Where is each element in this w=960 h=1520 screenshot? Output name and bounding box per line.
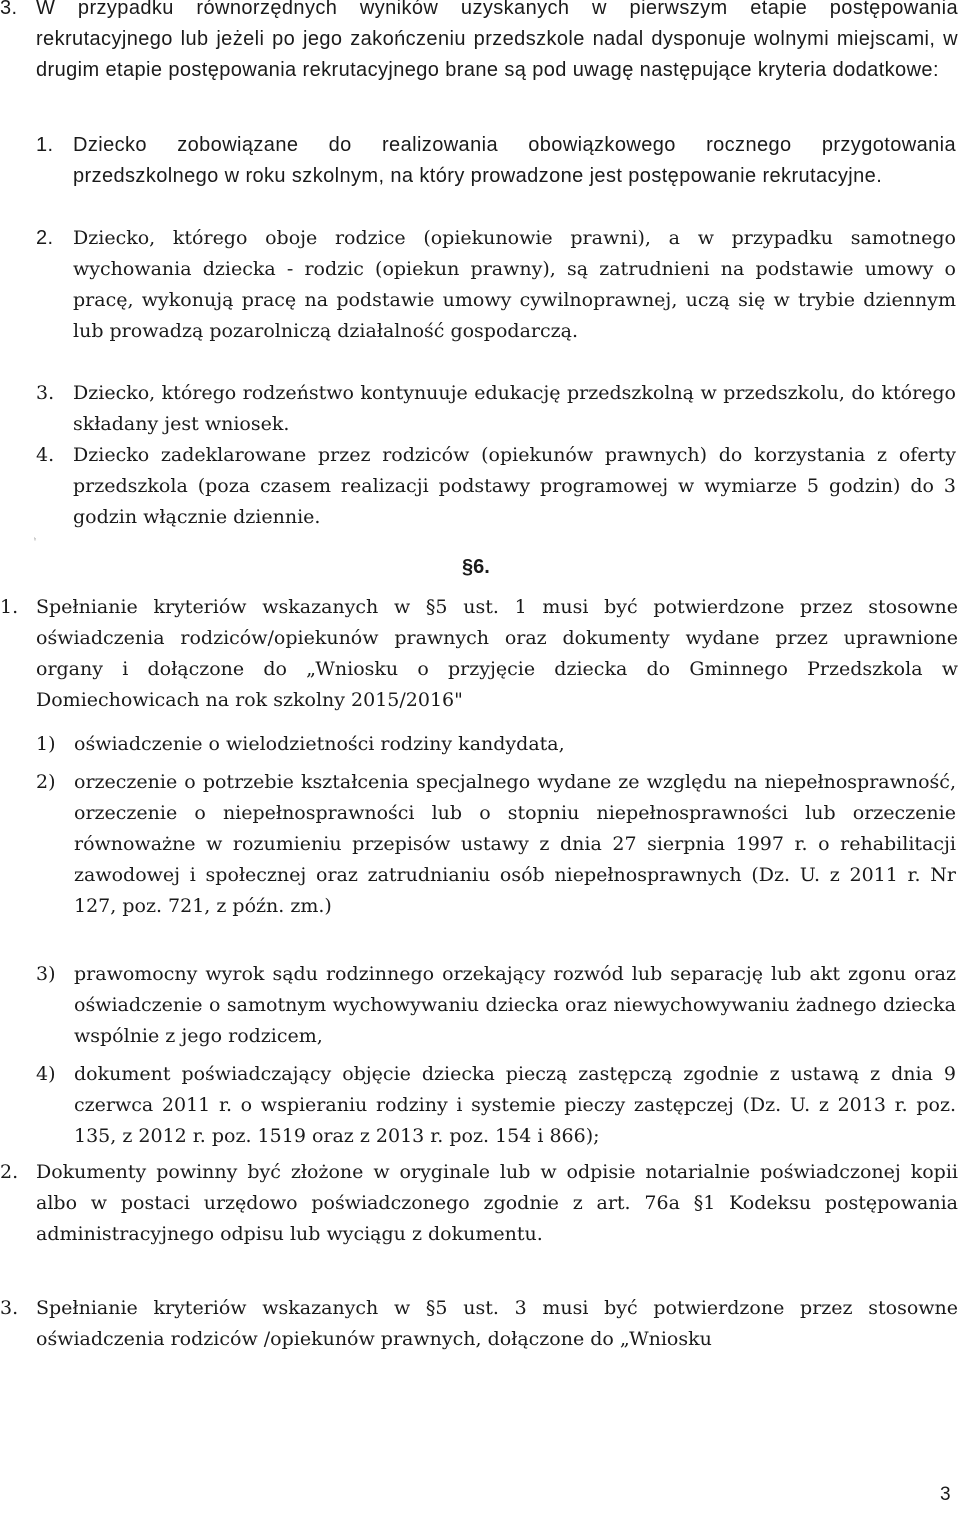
criterion-4-number: 4. (36, 444, 55, 466)
scan-artifact-mark: ʰ (34, 538, 37, 544)
document-item-4-text: dokument poświadczający objęcie dziecka pieczą zastępczą zgodnie z ustawą z dnia 9 czerwca 2011 r. o wspieraniu rodziny i systemie pieczy zastępczej (Dz. U. z 2013 r. poz. 135, z 2012 r. poz. 1519 oraz z 2013 r. poz. 154 i 866); (74, 1063, 956, 1147)
criterion-2-text: Dziecko, którego oboje rodzice (opiekunowie prawni), a w przypadku samotnego wychowania dziecka - rodzic (opiekun prawny), są zatrudnieni na podstawie umowy o pracę, wykonują pracę na podstawie umowy cywilnoprawnej, uczą się w trybie dziennym lub prowadzą pozarolniczą działalność gospodarczą. (73, 227, 956, 342)
criterion-1 (36, 130, 956, 192)
document-item-1-number: 1) (36, 733, 56, 755)
section-6-heading-text: 6. (473, 556, 490, 578)
page-number: 3 (940, 1484, 951, 1505)
section-3-number: 3. (0, 0, 18, 19)
section-6-paragraph-3 (0, 1293, 958, 1355)
document-item-1-text: oświadczenie o wielodzietności rodziny kandydata, (74, 733, 565, 755)
section-6-paragraph-2-number: 2. (0, 1161, 19, 1183)
document-item-3-text: prawomocny wyrok sądu rodzinnego orzekający rozwód lub separację lub akt zgonu oraz oświadczenie o samotnym wychowywaniu dziecka oraz niewychowywaniu żadnego dziecka wspólnie z jego rodzicem, (74, 963, 956, 1047)
criterion-4 (36, 440, 956, 533)
section-6-paragraph-3-number: 3. (0, 1297, 19, 1319)
section-6-paragraph-3-text: Spełnianie kryteriów wskazanych w §5 ust. 3 musi być potwierdzone przez stosowne oświadczenia rodziców /opiekunów prawnych, dołączone do „Wniosku (36, 1297, 958, 1350)
criterion-1-text: Dziecko zobowiązane do realizowania obowiązkowego rocznego przygotowania przedszkolnego w roku szkolnym, na który prowadzone jest postępowanie rekrutacyjne. (73, 134, 956, 187)
section-symbol: § (462, 556, 474, 578)
document-item-3-number: 3) (36, 963, 56, 985)
criterion-2-number: 2. (36, 227, 54, 249)
document-item-2-number: 2) (36, 771, 56, 793)
section-6-paragraph-1-number: 1. (0, 596, 19, 618)
criterion-3-text: Dziecko, którego rodzeństwo kontynuuje edukację przedszkolną w przedszkolu, do którego składany jest wniosek. (73, 382, 956, 435)
section-6-paragraph-1-text: Spełnianie kryteriów wskazanych w §5 ust. 1 musi być potwierdzone przez stosowne oświadczenia rodziców/opiekunów prawnych oraz dokumenty wydane przez uprawnione organy i dołączone do „Wniosku o przyjęcie dziecka do Gminnego Przedszkola w Domiechowicach na rok szkolny 2015/2016" (36, 596, 958, 711)
criterion-4-text: Dziecko zadeklarowane przez rodziców (opiekunów prawnych) do korzystania z oferty przedszkola (poza czasem realizacji podstawy programowej w wymiarze 5 godzin) do 3 godzin włącznie dziennie. (73, 444, 956, 528)
document-item-4-number: 4) (36, 1063, 56, 1085)
document-item-1 (36, 729, 956, 760)
section-6-heading (462, 555, 490, 579)
section-6-paragraph-1 (0, 592, 958, 716)
section-3-text: W przypadku równorzędnych wyników uzyskanych w pierwszym etapie postępowania rekrutacyjnego lub jeżeli po jego zakończeniu przedszkole nadal dysponuje wolnymi miejscami, w drugim etapie postępowania rekrutacyjnego brane są pod uwagę następujące kryteria dodatkowe: (36, 0, 958, 81)
criterion-3 (36, 378, 956, 440)
document-item-4 (36, 1059, 956, 1152)
section-6-paragraph-2 (0, 1157, 958, 1250)
section-3-paragraph (0, 0, 958, 86)
criterion-3-number: 3. (36, 382, 55, 404)
document-item-3 (36, 959, 956, 1052)
document-item-2 (36, 767, 956, 922)
criterion-1-number: 1. (36, 134, 54, 156)
criterion-2 (36, 223, 956, 347)
document-item-2-text: orzeczenie o potrzebie kształcenia specjalnego wydane ze względu na niepełnosprawność, orzeczenie o niepełnosprawności lub o stopniu niepełnosprawności lub orzeczenie równoważne w rozumieniu przepisów ustawy z dnia 27 sierpnia 1997 r. o rehabilitacji zawodowej i społecznej oraz zatrudnianiu osób niepełnosprawnych (Dz. U. z 2011 r. Nr 127, poz. 721, z późn. zm.) (74, 771, 956, 917)
section-6-paragraph-2-text: Dokumenty powinny być złożone w oryginale lub w odpisie notarialnie poświadczonej kopii albo w postaci urzędowo poświadczonego zgodnie z art. 76a §1 Kodeksu postępowania administracyjnego odpisu lub wyciągu z dokumentu. (36, 1161, 958, 1245)
